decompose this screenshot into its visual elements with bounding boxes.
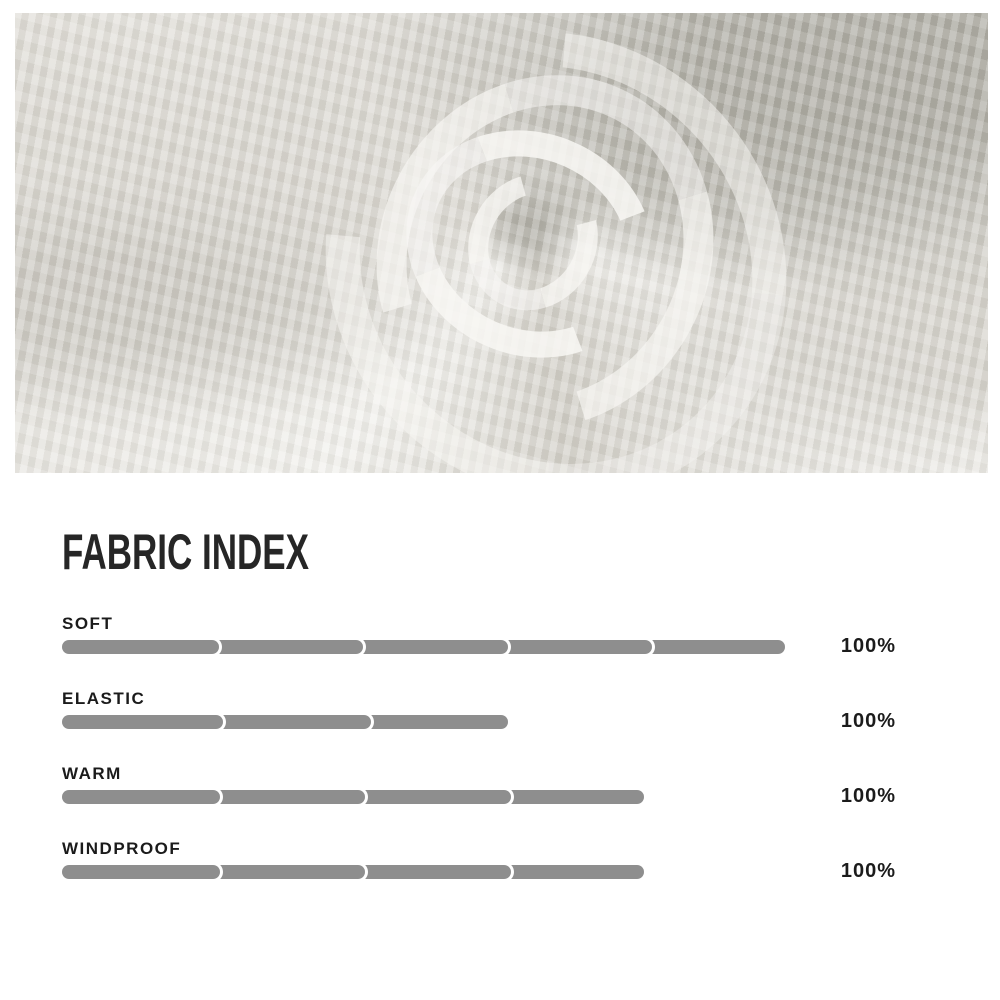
- fabric-bar-segment: [211, 715, 372, 729]
- fabric-percent-value: 100%: [840, 785, 896, 807]
- fabric-attribute-label: SOFT: [62, 614, 114, 633]
- fabric-index-rows: [62, 615, 896, 915]
- fabric-row: [62, 614, 896, 657]
- fabric-row: [62, 839, 896, 882]
- fabric-bar-segment: [62, 790, 220, 804]
- section-title: FABRIC INDEX: [62, 524, 309, 580]
- fabric-bar-segment: [62, 715, 223, 729]
- fabric-attribute-label: WINDPROOF: [62, 839, 182, 858]
- fabric-bar-segment: [359, 715, 508, 729]
- fabric-bar-segment: [353, 865, 511, 879]
- fabric-bar-segment: [62, 640, 219, 654]
- fabric-rating-bar: [62, 715, 508, 729]
- fabric-bar-segment: [640, 640, 785, 654]
- fabric-photo: [15, 13, 988, 473]
- fabric-rating-bar: [62, 865, 644, 879]
- fabric-row: [62, 689, 896, 732]
- fabric-row: [62, 764, 896, 807]
- fabric-bar-segment: [353, 790, 511, 804]
- fabric-bar-segment: [208, 865, 366, 879]
- fabric-rating-bar: [62, 640, 785, 654]
- fabric-attribute-label: WARM: [62, 764, 122, 783]
- fabric-percent-value: 100%: [840, 860, 896, 882]
- fabric-bar-segment: [208, 790, 366, 804]
- fabric-percent-value: 100%: [840, 710, 896, 732]
- fabric-rating-bar: [62, 790, 644, 804]
- fabric-attribute-label: ELASTIC: [62, 689, 146, 708]
- fabric-bar-segment: [499, 790, 645, 804]
- fabric-percent-value: 100%: [840, 635, 896, 657]
- fabric-bar-segment: [499, 865, 645, 879]
- fabric-bar-segment: [62, 865, 220, 879]
- fabric-bar-segment: [496, 640, 653, 654]
- fabric-bar-segment: [207, 640, 364, 654]
- fabric-bar-segment: [351, 640, 508, 654]
